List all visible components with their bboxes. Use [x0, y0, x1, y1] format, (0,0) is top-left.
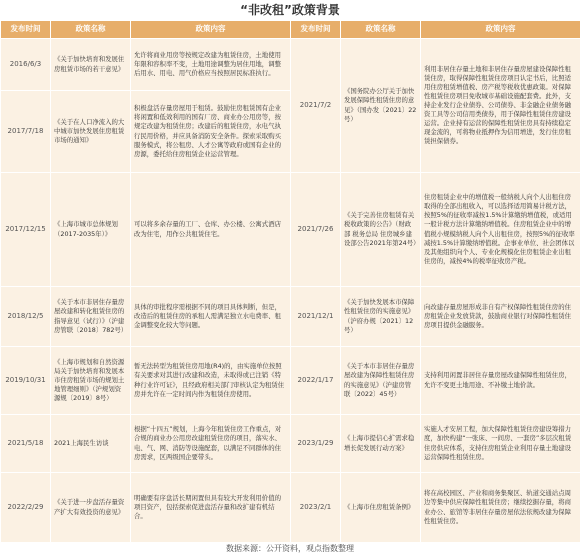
- policy-name: 《关于完善住房租赁有关税收政策的公告》（财政部 税务总局 住房城乡建设部公告2021年第24号）: [341, 173, 421, 287]
- policy-table: [0, 20, 580, 543]
- table-row: [1, 173, 580, 287]
- policy-date: 2023/2/1: [291, 473, 341, 543]
- policy-date: 2021/12/1: [291, 287, 341, 347]
- policy-date: 2019/10/31: [1, 347, 51, 415]
- header-content: 政策内容: [421, 21, 580, 39]
- policy-name: 《关于进一步盘活存量资产扩大有效投资的意见》: [51, 473, 131, 543]
- policy-name: 《关于本市非居住存量房屋改建和转化租赁住房的指导意见（试行）》（沪建房管联〔2018〕782号）: [51, 287, 131, 347]
- policy-date: 2018/12/5: [1, 287, 51, 347]
- page-title: “非改租”政策背景: [240, 3, 340, 17]
- header-name: 政策名称: [341, 21, 421, 39]
- policy-date: 2021/5/18: [1, 415, 51, 473]
- table-row: [1, 39, 580, 91]
- table-row: [1, 473, 580, 543]
- policy-date: 2022/2/29: [1, 473, 51, 543]
- table-header-row: [1, 21, 580, 39]
- policy-content: 积极盘活存量房屋用于租赁。鼓励住房租赁国有企业将闲置和低效利用的国有厂房、商业办公用房等，按规定改建为租赁住房；改建后的租赁住房，水电气执行民用价格，并应具备消防安全条件。探索采取购买服务模式，将公租房、人才公寓等政府或国有企业的房源，委托给住房租赁企业运营管理。: [131, 91, 291, 173]
- header-name: 政策名称: [51, 21, 131, 39]
- policy-date: 2023/1/29: [291, 415, 341, 473]
- policy-name: 《上海市提信心扩需求稳增长促发展行动方案》: [341, 415, 421, 473]
- table-row: [1, 415, 580, 473]
- policy-content: 根据“十四五”规划，上海今年租赁住房工作重点，对合规的商业办公用房改建租赁住房的项目，落实水、电、气、网、消防等设施配套，以满足不同群体的住房需求，区两级国企要带头。: [131, 415, 291, 473]
- policy-date: 2022/1/17: [291, 347, 341, 415]
- policy-name: 《国务院办公厅关于加快发展保障性租赁住房的意见》（国办发〔2021〕22号）: [341, 39, 421, 173]
- policy-content: 将在高校园区、产业和商务集聚区、轨道交通站点周边等集中供应保障性租赁住房；继续挖掘存量，将商业办公、旅馆等非居住存量房屋依法依规改建为保障性租赁住房。: [421, 473, 580, 543]
- policy-date: 2021/7/2: [291, 39, 341, 173]
- policy-content: 实施人才安居工程，加大保障性租赁住房建设筹措力度，加快构建“一张床、一间房、一套房”多层次租赁住房供应体系，支持住房租赁企业利用存量土地建设运营保障性租赁住房。: [421, 415, 580, 473]
- policy-content: 利用非居住存量土地和非居住存量房屋建设保障性租赁住房，取得保障性租赁住房项目认定书后，比照适用住房租赁增值税、房产税等税收优惠政策。对保障性租赁住房项目免收城市基础设施配套费。此外，支持企业发行企业债券、公司债券、非金融企业债务融资工具等公司信用类债券，用于保障性租赁住房建设运营。企业持有运营的保障性租赁住房具有持续稳定现金流的，可将物业抵押作为信用增进，发行住房租赁担保债券。: [421, 39, 580, 173]
- table-row: [1, 287, 580, 347]
- policy-date: 2016/6/3: [1, 39, 51, 91]
- policy-name: 《关于加快培育和发展住房租赁市场的若干意见》: [51, 39, 131, 91]
- policy-content: 暂无法转型为租赁住房用地(R4)的，由实施单位按照有关要求对其进行改建和改造，未取得或已注销《特种行业许可证》，且经政府相关部门审核认定为租赁住房并允许在一定时间内作为租赁住房使用。: [131, 347, 291, 415]
- policy-content: 明确要有序盘活长期闲置但具有较大开发利用价值的项目资产，包括探索促进盘活存量和改扩建有机结合。: [131, 473, 291, 543]
- policy-content: 允许将商业用房等按规定改建为租赁住房，土地使用年限和容积率不变，土地用途调整为居住用地，调整后用水、用电、用气价格应当按照居民标准执行。: [131, 39, 291, 91]
- policy-content: 具体的审批程序需根据不同的项目具体判断，但是，改造后的租赁住房的承租人需满足独立水电费率、租金调整变化较大等问题。: [131, 287, 291, 347]
- policy-name: 《关于加快发展本市保障性租赁住房的实施意见》（沪府办规〔2021〕12号）: [341, 287, 421, 347]
- table-row: [1, 347, 580, 415]
- policy-date: 2021/7/26: [291, 173, 341, 287]
- policy-content: 支持利用闲置非居住存量房屋改建保障性租赁住房，允许不变更土地用途、不补缴土地价款。: [421, 347, 580, 415]
- policy-date: 2017/7/18: [1, 91, 51, 173]
- policy-name: 《关于本市非居住存量房屋改建为保障性租赁住房的实施意见》（沪建房管联〔2022〕45号）: [341, 347, 421, 415]
- header-date: 发布时间: [1, 21, 51, 39]
- policy-name: 《上海市规划和自然资源局关于加快培育和发展本市住房租赁市场的规划土地管理细则》（沪规划资源规〔2019〕8号）: [51, 347, 131, 415]
- header-date: 发布时间: [291, 21, 341, 39]
- policy-name: 《上海市住房租赁条例》: [341, 473, 421, 543]
- policy-content: 向改建存量房屋形成非自有产权保障性租赁住房的住房租赁企业发放贷款，鼓励商业银行对保障性租赁住房项目提供金融服务。: [421, 287, 580, 347]
- data-source-note: 数据来源：公开资料，观点指数整理: [226, 544, 354, 553]
- policy-date: 2017/12/15: [1, 173, 51, 287]
- header-content: 政策内容: [131, 21, 291, 39]
- policy-name: 《上海市城市总体规划（2017-2035年）》: [51, 173, 131, 287]
- policy-content: 住房租赁企业中的增值税一般纳税人向个人出租住房取得的全部出租收入，可以选择适用简易计税方法，按照5%的征收率减按1.5%计算缴纳增值税，或适用一般计税方法计算缴纳增值税。住房租赁企业中的增值税小规模纳税人向个人出租住房，按照5%的征收率减按1.5%计算缴纳增值税。企事业单位、社会团体以及其他组织向个人、专业化规模化住房租赁企业出租住房的，减按4%的税率征收房产税。: [421, 173, 580, 287]
- policy-content: 可以将多余存量的工厂、仓库、办公楼、公寓式酒店改为住宅，用作公共租赁住宅。: [131, 173, 291, 287]
- policy-name: 2021上海民生访谈: [51, 415, 131, 473]
- policy-name: 《关于在人口净流入的大中城市加快发展住房租赁市场的通知》: [51, 91, 131, 173]
